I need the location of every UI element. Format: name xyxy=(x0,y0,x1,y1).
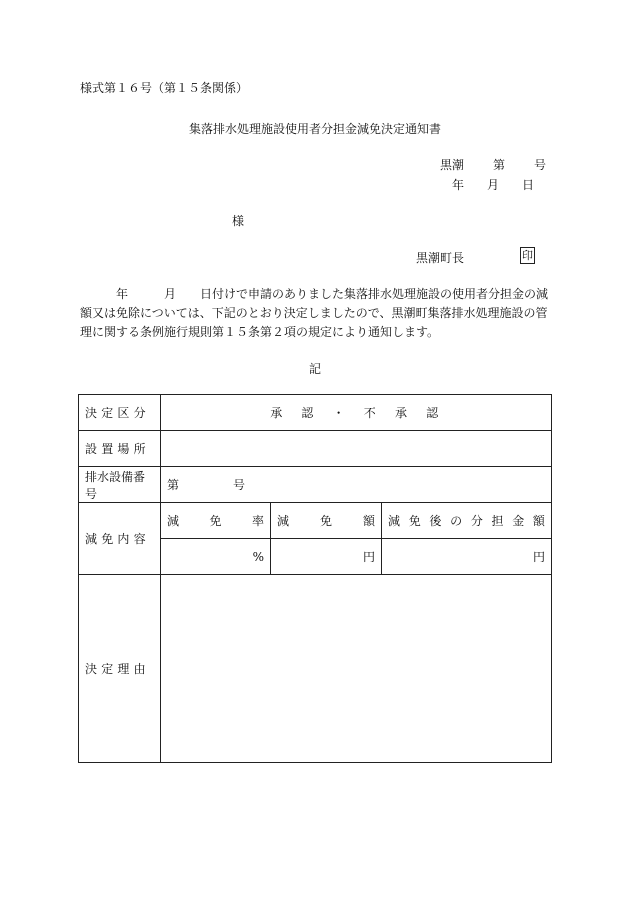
reduction-label: 減免内容 xyxy=(79,503,161,575)
location-label: 設置場所 xyxy=(79,431,161,467)
document-number-dai: 第 xyxy=(492,158,505,172)
form-number: 様式第１６号（第１５条関係） xyxy=(80,81,249,95)
reason-value[interactable] xyxy=(161,575,552,763)
rate-header-char: 率 xyxy=(251,514,264,528)
rate-header xyxy=(161,503,271,539)
reduction-header-row xyxy=(79,503,552,539)
after-amount-header-char: 後 xyxy=(429,514,442,528)
document-number xyxy=(440,156,546,173)
rate-header-char: 免 xyxy=(209,514,222,528)
amount-header-char: 減 xyxy=(277,514,290,528)
document-number-prefix: 黒潮 xyxy=(440,158,465,172)
after-amount-header-char: 減 xyxy=(388,514,401,528)
issue-date xyxy=(452,176,534,193)
decision-row xyxy=(79,395,552,431)
addressee: 様 xyxy=(232,214,245,228)
decision-label: 決定区分 xyxy=(79,395,161,431)
equipment-dai: 第 xyxy=(167,478,180,492)
amount-header-char: 額 xyxy=(362,514,375,528)
issue-date-day: 日 xyxy=(521,178,534,192)
after-amount-header-char: 金 xyxy=(512,514,525,528)
issue-date-year: 年 xyxy=(452,178,465,192)
reason-label: 決定理由 xyxy=(79,575,161,763)
location-row xyxy=(79,431,552,467)
after-amount-value[interactable]: 円 xyxy=(382,539,552,575)
equipment-gou: 号 xyxy=(233,478,246,492)
after-amount-header-char: 担 xyxy=(491,514,504,528)
body-text: 日付けで申請のありました集落排水処理施設の使用者分担金の減額又は免除については、下記のとおり決定しましたので、黒潮町集落排水処理施設の管理に関する条例施行規則第１５条第２項の規定により通知します。 xyxy=(80,287,549,339)
after-amount-header-char: 額 xyxy=(532,514,545,528)
document-title: 集落排水処理施設使用者分担金減免決定通知書 xyxy=(188,122,441,136)
body-paragraph xyxy=(80,285,550,342)
document-number-gou: 号 xyxy=(533,158,546,172)
sender-title: 黒潮町長 xyxy=(416,251,465,265)
after-amount-header-char: 分 xyxy=(470,514,483,528)
ki-heading: 記 xyxy=(308,362,321,376)
reason-row xyxy=(79,575,552,763)
after-amount-header xyxy=(382,503,552,539)
amount-header-char: 免 xyxy=(319,514,332,528)
body-month: 月 xyxy=(164,287,177,301)
rate-header-char: 減 xyxy=(167,514,180,528)
location-value[interactable] xyxy=(161,431,552,467)
amount-value[interactable]: 円 xyxy=(271,539,382,575)
amount-header xyxy=(271,503,382,539)
seal-mark: 印 xyxy=(522,249,533,262)
rate-value[interactable]: % xyxy=(161,539,271,575)
after-amount-header-char: 免 xyxy=(408,514,421,528)
issue-date-month: 月 xyxy=(486,178,499,192)
equipment-label: 排水設備番号 xyxy=(79,467,161,503)
body-year: 年 xyxy=(116,287,129,301)
decision-value: 承 認 ・ 不 承 認 xyxy=(161,395,552,431)
after-amount-header-char: の xyxy=(450,514,463,528)
equipment-value[interactable] xyxy=(161,467,552,503)
equipment-row xyxy=(79,467,552,503)
decision-table xyxy=(78,394,552,763)
